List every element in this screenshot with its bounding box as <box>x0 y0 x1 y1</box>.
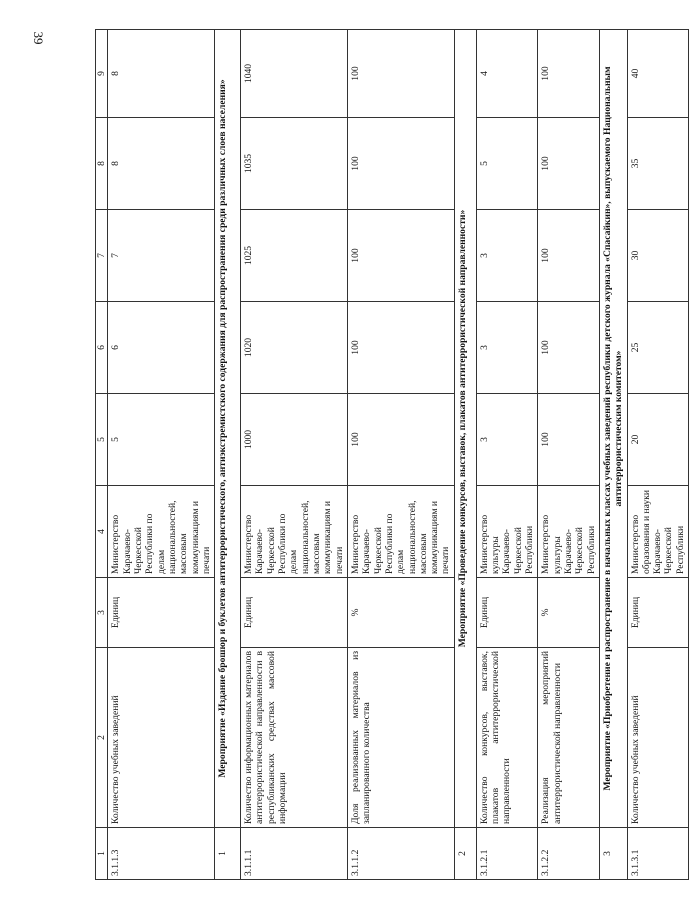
rotated-table-wrapper <box>95 30 686 880</box>
executor-cell: Министерство образования и науки Карачаево-Черкесской Республики <box>627 486 689 578</box>
indicator-text: Количество учебных заведений <box>108 648 215 828</box>
row-id: 3.1.1.1 <box>241 828 348 880</box>
value-cell: 1025 <box>241 210 348 302</box>
unit-cell: Единиц <box>476 578 538 648</box>
value-cell: 100 <box>538 210 600 302</box>
section-number: 2 <box>454 828 476 880</box>
value-cell: 5 <box>476 118 538 210</box>
value-cell: 7 <box>108 210 215 302</box>
value-cell: 1000 <box>241 394 348 486</box>
value-cell: 100 <box>538 30 600 118</box>
unit-cell: Единиц <box>108 578 215 648</box>
executor-cell: Министерство культуры Карачаево-Черкесской Республики <box>538 486 600 578</box>
unit-cell: Единиц <box>241 578 348 648</box>
value-cell: 8 <box>108 118 215 210</box>
row-id: 3.1.1.3 <box>108 828 215 880</box>
value-cell: 100 <box>347 394 454 486</box>
value-cell: 100 <box>538 118 600 210</box>
indicator-text: Количество информационных материалов антитеррористической направленности в республиканских средствах массовой информации <box>241 648 348 828</box>
value-cell: 8 <box>108 30 215 118</box>
table-row <box>627 30 689 880</box>
value-cell: 4 <box>476 30 538 118</box>
section-title: Мероприятие «Приобретение и распространение в начальных классах учебных заведений республики детского журнала «Спасайкин», выпускаемого Национальным антитеррористическим комитетом» <box>599 30 627 828</box>
value-cell: 100 <box>347 30 454 118</box>
unit-cell: Единиц <box>627 578 689 648</box>
value-cell: 20 <box>627 394 689 486</box>
table-row <box>108 30 215 880</box>
header-cell: 4 <box>96 486 108 578</box>
header-cell: 8 <box>96 118 108 210</box>
table-row <box>538 30 600 880</box>
value-cell: 100 <box>347 210 454 302</box>
indicator-text: Количество конкурсов, выставок, плакатов антитеррористической направленности <box>476 648 538 828</box>
row-id: 3.1.3.1 <box>627 828 689 880</box>
indicators-table <box>95 29 689 880</box>
value-cell: 100 <box>538 394 600 486</box>
header-cell: 5 <box>96 394 108 486</box>
header-cell: 6 <box>96 302 108 394</box>
header-cell: 2 <box>96 648 108 828</box>
indicator-text: Реализация мероприятий антитеррористической направленности <box>538 648 600 828</box>
table-row <box>347 30 454 880</box>
row-id: 3.1.2.2 <box>538 828 600 880</box>
unit-cell: % <box>347 578 454 648</box>
header-cell: 3 <box>96 578 108 648</box>
header-cell: 9 <box>96 30 108 118</box>
executor-cell: Министерство Карачаево-Черкесской Республики по делам национальностей, массовым коммуникациям и печати <box>241 486 348 578</box>
table-row <box>241 30 348 880</box>
value-cell: 35 <box>627 118 689 210</box>
value-cell: 25 <box>627 302 689 394</box>
section-number: 3 <box>599 828 627 880</box>
executor-cell: Министерство Карачаево-Черкесской Республики по делам национальностей, массовым коммуникациям и печати <box>108 486 215 578</box>
unit-cell: % <box>538 578 600 648</box>
section-row <box>454 30 476 880</box>
value-cell: 5 <box>108 394 215 486</box>
indicator-text: Доля реализованных материалов из запланированного количества <box>347 648 454 828</box>
section-number: 1 <box>215 828 241 880</box>
page-number: 39 <box>31 31 46 45</box>
executor-cell: Министерство культуры Карачаево-Черкесской Республики <box>476 486 538 578</box>
executor-cell: Министерство Карачаево-Черкесской Республики по делам национальностей, массовым коммуникациям и печати <box>347 486 454 578</box>
value-cell: 3 <box>476 210 538 302</box>
value-cell: 3 <box>476 302 538 394</box>
value-cell: 100 <box>347 118 454 210</box>
row-id: 3.1.1.2 <box>347 828 454 880</box>
value-cell: 3 <box>476 394 538 486</box>
header-row <box>96 30 108 880</box>
value-cell: 1040 <box>241 30 348 118</box>
header-cell: 1 <box>96 828 108 880</box>
value-cell: 1020 <box>241 302 348 394</box>
section-row <box>215 30 241 880</box>
section-title: Мероприятие «Проведение конкурсов, выставок, плакатов антитеррористической направленности» <box>454 30 476 828</box>
value-cell: 30 <box>627 210 689 302</box>
value-cell: 40 <box>627 30 689 118</box>
value-cell: 1035 <box>241 118 348 210</box>
section-title: Мероприятие «Издание брошюр и буклетов антитеррористического, антиэкстремистского содержания для распространения среди различных слоев населения» <box>215 30 241 828</box>
value-cell: 100 <box>538 302 600 394</box>
row-id: 3.1.2.1 <box>476 828 538 880</box>
indicator-text: Количество учебных заведений <box>627 648 689 828</box>
value-cell: 100 <box>347 302 454 394</box>
value-cell: 6 <box>108 302 215 394</box>
section-row <box>599 30 627 880</box>
header-cell: 7 <box>96 210 108 302</box>
table-row <box>476 30 538 880</box>
